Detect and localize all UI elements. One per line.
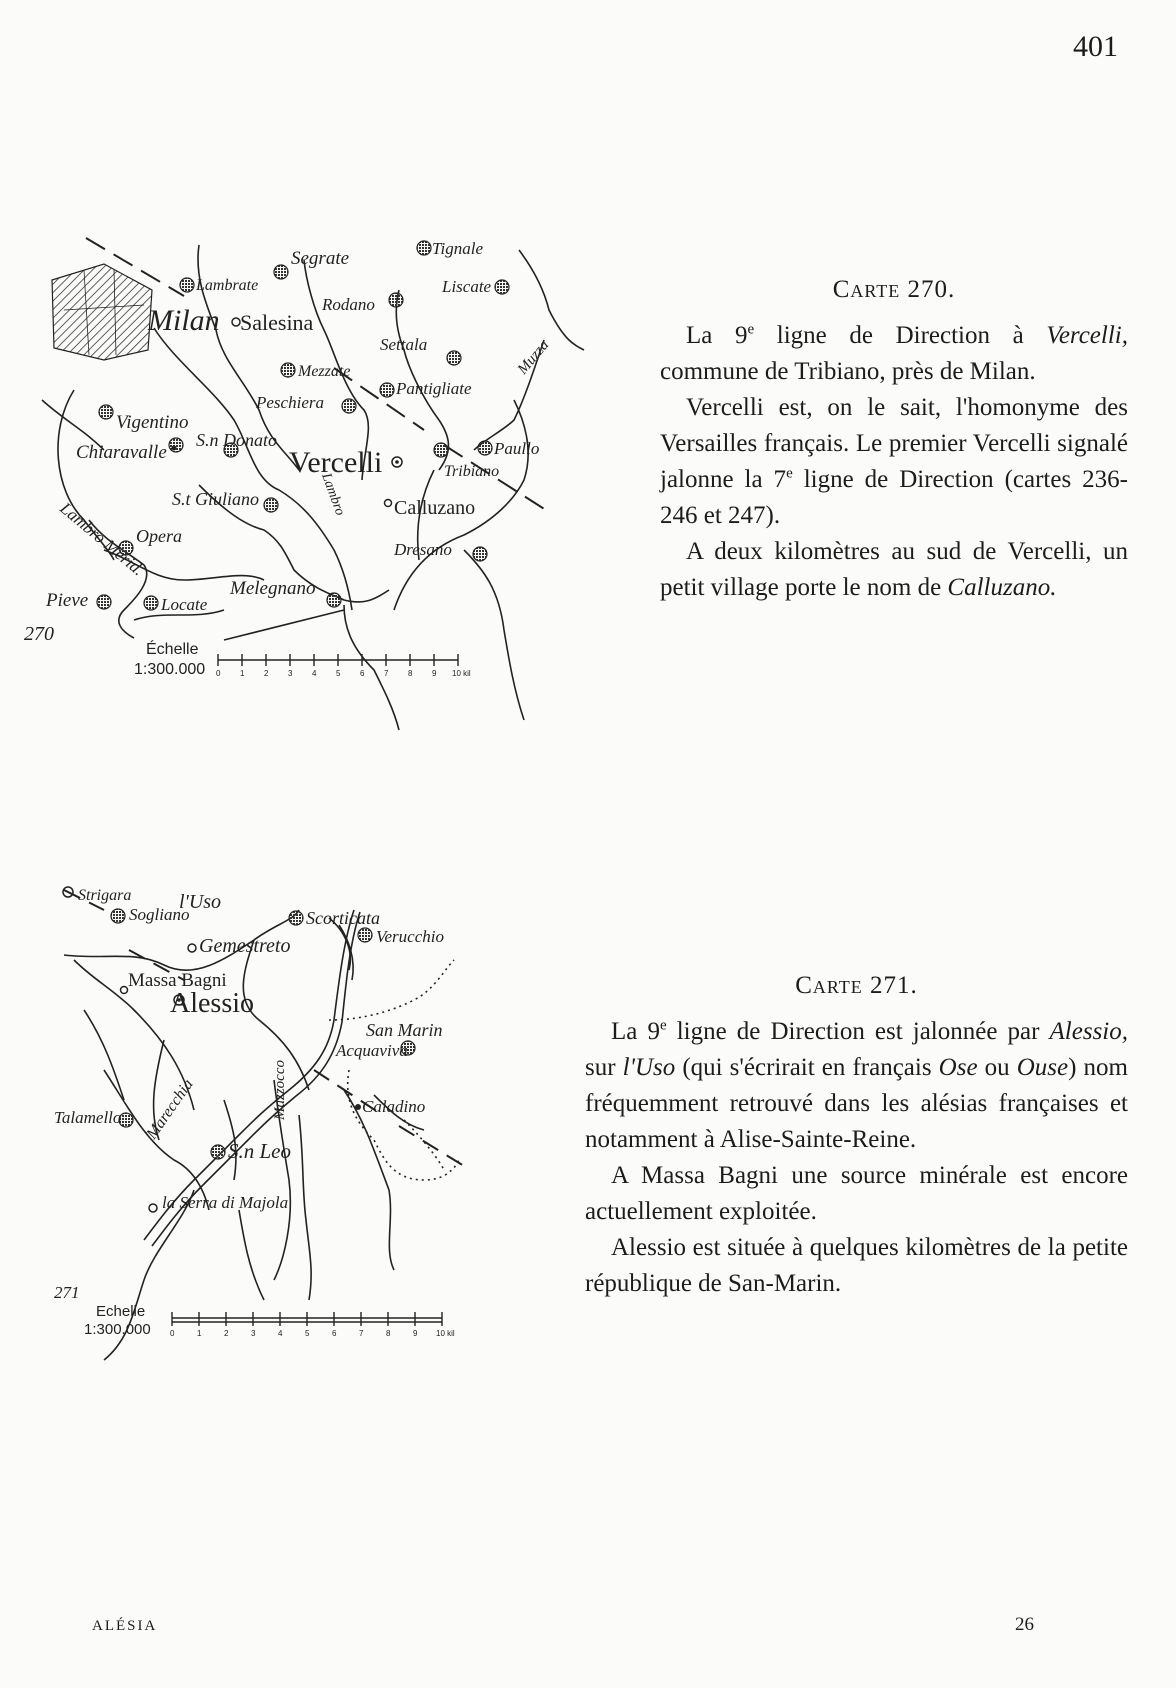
map270-label-locate: Locate (161, 595, 208, 614)
map271-label-uso: l'Uso (179, 891, 222, 913)
map270-scale-label: Échelle (146, 641, 199, 658)
map271-label-scorticata: Scorticata (306, 908, 380, 928)
map271-scale-tick: 8 (386, 1329, 391, 1338)
map271-scale-tick: 5 (305, 1329, 310, 1338)
map271-scale-tick: 1 (197, 1329, 202, 1338)
map270-label-vercelli: Vercelli (289, 446, 383, 479)
map271-label-alessio: Alessio (170, 988, 254, 1019)
caption-271-paragraph-1: La 9e ligne de Direction est jalonnée par Alessio, sur l'Uso (qui s'écrirait en français Ose ou Ouse) nom fréquemment retrouvé dans les alésias françaises et notamment à Alise-Sainte-Reine. (585, 1017, 1129, 1153)
map271-scale-tick: 10 kil (436, 1329, 455, 1338)
map270-label-settala: Settala (380, 335, 428, 354)
map270-label-peschiera: Peschiera (256, 393, 324, 412)
map-271-drawing (44, 887, 504, 1412)
map270-scale-tick: 7 (384, 669, 389, 678)
map270-scale-bar (134, 639, 471, 678)
caption-270-paragraph-2: Vercelli est, on le sait, l'homonyme des Versailles français. Le premier Vercelli signalé jalonne la 7e ligne de Direction (cartes 236-246 et 247). (660, 394, 1128, 529)
map271-scale-tick: 4 (278, 1329, 283, 1338)
caption-271 (585, 968, 1128, 1302)
map270-label-mezzate: Mezzate (298, 363, 351, 380)
map271-scale-tick: 2 (224, 1329, 229, 1338)
map270-label-opera: Opera (136, 526, 182, 546)
caption-271-paragraph-3: Alessio est située à quelques kilomètres de la petite république de San-Marin. (585, 1234, 1128, 1297)
page-number: 401 (1073, 30, 1118, 63)
map271-scale-tick: 6 (332, 1329, 337, 1338)
map271-scale-bar (84, 1303, 455, 1338)
map270-scale-tick: 3 (288, 669, 293, 678)
map270-scale-ratio: 1:300.000 (134, 661, 206, 678)
map270-label-rodano: Rodano (322, 295, 375, 314)
map271-label-caladino: Caladino (362, 1097, 426, 1116)
map270-scale-tick: 2 (264, 669, 269, 678)
map271-label-strigara: Strigara (78, 887, 132, 904)
map270-label-paullo: Paullo (494, 439, 540, 458)
map270-label-tribiano: Tribiano (444, 463, 500, 480)
map270-label-lambro: Lambro (318, 471, 348, 518)
caption-271-title: Carte 271. (795, 972, 918, 999)
map270-scale-tick: 0 (216, 669, 221, 678)
map270-scale-tick: 10 kil (452, 669, 471, 678)
caption-271-paragraph-2: A Massa Bagni une source minérale est encore actuellement exploitée. (585, 1162, 1128, 1225)
map270-label-dresano: Dresano (394, 540, 452, 559)
map270-label-s-donato: S.n Donato (196, 430, 277, 450)
map271-scale-tick: 9 (413, 1329, 418, 1338)
map271-scale-tick: 3 (251, 1329, 256, 1338)
map271-label-massa-bagni: Massa Bagni (128, 970, 227, 991)
map271-label-verucchio: Verucchio (376, 927, 444, 946)
map270-label-milan: Milan (148, 304, 220, 337)
map270-scale-tick: 6 (360, 669, 365, 678)
milan-city (52, 264, 152, 360)
map270-label-calluzano: Calluzano (394, 497, 476, 519)
map271-label-talamello: Talamello (54, 1108, 122, 1127)
map270-label-tignale: Tignale (432, 239, 484, 258)
map270-label-muzza: Muzza (514, 337, 553, 378)
map270-label-salesina: Salesina (240, 310, 314, 335)
map270-label-lambro-meridionale: Lambro Merid. (56, 498, 148, 580)
map270-label-s-giuliano: S.t Giuliano (172, 489, 260, 509)
map270-number: 270 (24, 623, 54, 645)
map270-label-segrate: Segrate (291, 248, 350, 269)
map271-label-serra: la Serra di Majola (162, 1193, 289, 1212)
map270-label-pieve: Pieve (46, 590, 89, 611)
map270-label-chiaravalle: Chiaravalle (76, 442, 167, 463)
caption-270-paragraph-3: A deux kilomètres au sud de Vercelli, un petit village porte le nom de Calluzano. (660, 538, 1128, 601)
map270-scale-tick: 4 (312, 669, 317, 678)
running-footer-page: 26 (1015, 1614, 1034, 1635)
map271-scale-ratio: 1:300.000 (84, 1321, 151, 1338)
caption-270-title: Carte 270. (832, 276, 956, 303)
map271-label-mazzocco: Mazzocco (272, 1060, 288, 1120)
map271-scale-label: Echelle (96, 1303, 146, 1320)
map270-scale-tick: 1 (240, 669, 245, 678)
map-270 (24, 239, 584, 740)
caption-270 (660, 272, 1128, 606)
map270-label-pantigliate: Pantigliate (396, 379, 472, 398)
map270-scale-tick: 9 (432, 669, 437, 678)
map271-label-san-leo: S.n Leo (228, 1139, 291, 1163)
direction-line-271-b (314, 1070, 464, 1166)
map271-label-sogliano: Sogliano (129, 905, 190, 924)
map271-label-gemestreto: Gemestreto (199, 935, 291, 957)
map-270-drawing (24, 239, 584, 740)
map270-label-melegnano: Melegnano (230, 578, 316, 599)
map270-label-liscate: Liscate (442, 277, 492, 296)
map271-label-marecchia: Marecchia (143, 1076, 197, 1143)
map270-label-lambrate: Lambrate (196, 277, 259, 294)
caption-270-paragraph-1: La 9e ligne de Direction à Vercelli, commune de Tribiano, près de Milan. (660, 321, 1128, 385)
map271-number: 271 (54, 1283, 80, 1302)
map271-label-acquaviva: Acquaviva (336, 1041, 408, 1060)
map271-label-san-marin: San Marin (366, 1020, 443, 1040)
map271-scale-tick: 7 (359, 1329, 364, 1338)
running-footer-title: ALÉSIA (92, 1618, 158, 1634)
map270-scale-tick: 8 (408, 669, 413, 678)
map270-scale-tick: 5 (336, 669, 341, 678)
map-271 (44, 887, 504, 1412)
map270-label-vigentino: Vigentino (116, 412, 189, 433)
map271-scale-tick: 0 (170, 1329, 175, 1338)
